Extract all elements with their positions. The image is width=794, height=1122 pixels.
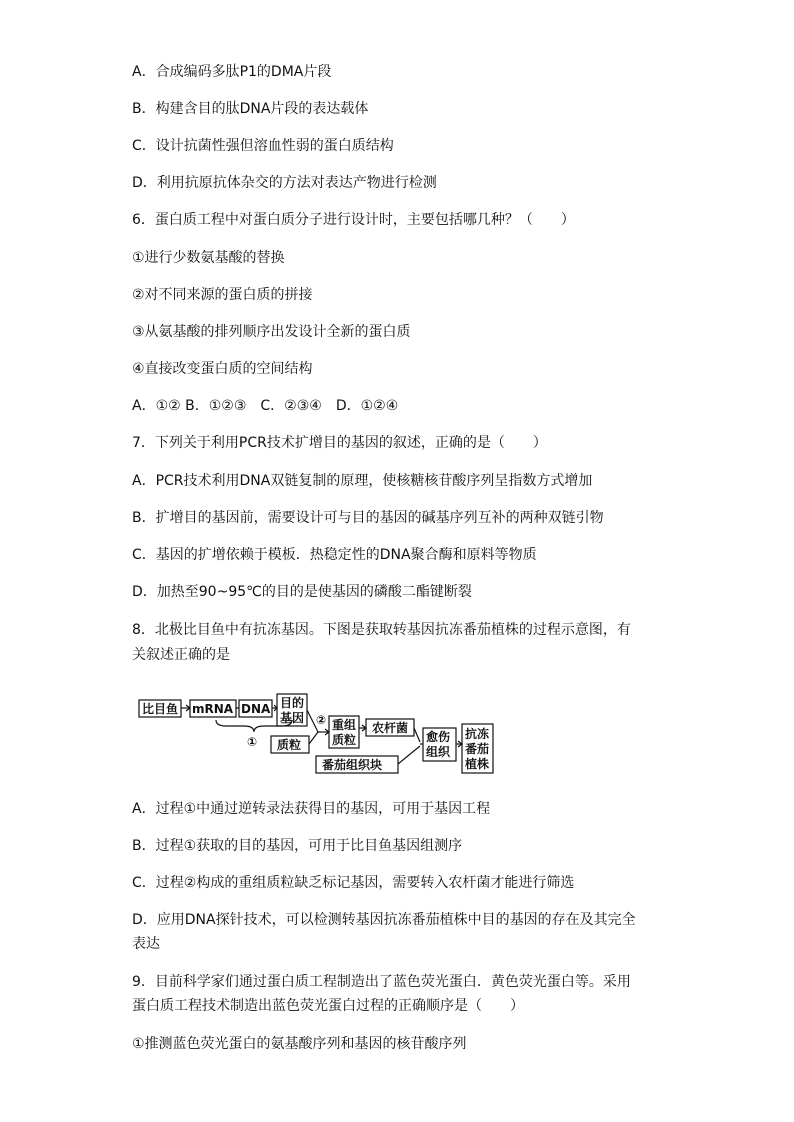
q7-option-d: D．加热至90~95℃的目的是使基因的磷酸二酯键断裂 — [132, 584, 472, 600]
q8-stem-line1: 8．北极比目鱼中有抗冻基因。下图是获取转基因抗冻番茄植株的过程示意图，有 — [132, 622, 631, 638]
q6-stem: 6．蛋白质工程中对蛋白质分子进行设计时，主要包括哪几种？（ ） — [132, 212, 575, 228]
q7-option-c: C．基因的扩增依赖于模板．热稳定性的DNA聚合酶和原料等物质 — [132, 547, 537, 563]
mrna-label: mRNA — [192, 702, 234, 716]
q8-stem-line2: 关叙述正确的是 — [132, 647, 230, 663]
plant-label-2: 番茄 — [465, 742, 490, 756]
q5-option-a: A．合成编码多肽P1的DMA片段 — [132, 64, 332, 80]
callus-label-2: 组织 — [426, 745, 451, 759]
q7-option-a: A．PCR技术利用DNA双链复制的原理，使核糖核苷酸序列呈指数方式增加 — [132, 473, 593, 489]
callus-label-1: 愈伤 — [426, 730, 451, 744]
step-1-label: ① — [247, 735, 258, 749]
tomato-block-label: 番茄组织块 — [322, 758, 383, 772]
plasmid-label: 质粒 — [277, 738, 302, 752]
q6-item-2: ②对不同来源的蛋白质的拼接 — [132, 287, 313, 303]
plant-label-1: 抗冻 — [465, 727, 490, 741]
plant-label-3: 植株 — [465, 757, 490, 771]
q8-option-b: B．过程①获取的目的基因，可用于比目鱼基因组测序 — [132, 838, 463, 854]
q9-item-1: ①推测蓝色荧光蛋白的氨基酸序列和基因的核苷酸序列 — [132, 1036, 467, 1052]
fish-label: 比目鱼 — [142, 702, 179, 716]
step-2-label: ② — [316, 713, 327, 727]
target-gene-label-2: 基因 — [280, 711, 305, 725]
agrobacterium-label: 农杆菌 — [372, 721, 409, 735]
q5-option-b: B．构建含目的肽DNA片段的表达载体 — [132, 101, 369, 117]
gene-transfer-diagram — [136, 688, 516, 778]
target-gene-label-1: 目的 — [280, 696, 305, 710]
q5-option-d: D．利用抗原抗体杂交的方法对表达产物进行检测 — [132, 175, 437, 191]
q6-item-1: ①进行少数氨基酸的替换 — [132, 250, 285, 266]
recombinant-label-1: 重组 — [332, 718, 357, 732]
dna-label: DNA — [241, 702, 271, 716]
q8-option-c: C．过程②构成的重组质粒缺乏标记基因，需要转入农杆菌才能进行筛选 — [132, 875, 575, 891]
recombinant-label-2: 质粒 — [332, 733, 357, 747]
q6-item-4: ④直接改变蛋白质的空间结构 — [132, 361, 313, 377]
q9-stem-line2: 蛋白质工程技术制造出蓝色荧光蛋白过程的正确顺序是（ ） — [132, 998, 524, 1014]
q8-option-d-line1: D．应用DNA探针技术，可以检测转基因抗冻番茄植株中目的基因的存在及其完全 — [132, 912, 636, 928]
q9-stem-line1: 9．目前科学家们通过蛋白质工程制造出了蓝色荧光蛋白．黄色荧光蛋白等。采用 — [132, 974, 631, 990]
q8-option-d-line2: 表达 — [132, 936, 160, 952]
q6-options: A．①② B．①②③ C．②③④ D．①②④ — [132, 398, 399, 414]
q7-option-b: B．扩增目的基因前，需要设计可与目的基因的碱基序列互补的两种双链引物 — [132, 510, 604, 526]
q5-option-c: C．设计抗菌性强但溶血性弱的蛋白质结构 — [132, 138, 394, 154]
q7-stem: 7．下列关于利用PCR技术扩增目的基因的叙述，正确的是（ ） — [132, 435, 547, 451]
q6-item-3: ③从氨基酸的排列顺序出发设计全新的蛋白质 — [132, 324, 411, 340]
q8-option-a: A．过程①中通过逆转录法获得目的基因，可用于基因工程 — [132, 801, 491, 817]
